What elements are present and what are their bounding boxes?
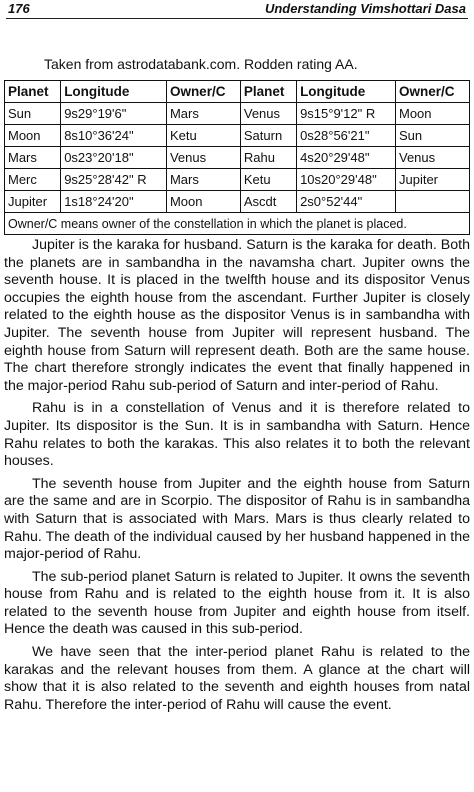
- column-header: Owner/C: [395, 81, 469, 103]
- page-number: 176: [8, 1, 30, 16]
- table-cell: Moon: [5, 125, 61, 147]
- table-cell: [395, 191, 469, 213]
- table-cell: Ketu: [240, 169, 296, 191]
- book-title: Understanding Vimshottari Dasa: [264, 1, 466, 16]
- table-cell: Saturn: [240, 125, 296, 147]
- table-cell: Jupiter: [5, 191, 61, 213]
- table-cell: 0s23°20'18": [61, 147, 167, 169]
- table-cell: 4s20°29'48": [297, 147, 396, 169]
- paragraph: The seventh house from Jupiter and the eighth house from Saturn are the same and are in Scorpio. The dispositor of Rahu is in sambandha with Saturn that is associated with Mars. Mars is thus clearly related to Rahu. The death of the individual caused by her husband happened in the major-period of Rahu.: [4, 475, 470, 563]
- column-header: Owner/C: [166, 81, 240, 103]
- table-cell: Jupiter: [395, 169, 469, 191]
- table-cell: 8s10°36'24": [61, 125, 167, 147]
- column-header: Longitude: [297, 81, 396, 103]
- table-cell: Moon: [395, 103, 469, 125]
- table-cell: 1s18°24'20": [61, 191, 167, 213]
- table-cell: 2s0°52'44": [297, 191, 396, 213]
- table-row: [5, 125, 470, 147]
- table-cell: 10s20°29'48": [297, 169, 396, 191]
- table-cell: Mars: [5, 147, 61, 169]
- table-cell: Ascdt: [240, 191, 296, 213]
- table-footnote-row: [5, 213, 470, 235]
- table-row: [5, 147, 470, 169]
- paragraph: Jupiter is the karaka for husband. Saturn is the karaka for death. Both the planets are in sambandha in the navamsha chart. Jupiter owns the seventh house. It is placed in the twelfth house and its dispositor Venus occupies the eighth house from the ascendant. Further Jupiter is closely related to the eighth house as the dispositor Venus is in sambandha with Jupiter. The seventh house from Jupiter will represent husband. The eighth house from Saturn will represent death. Both are the same house. The chart therefore strongly indicates the event that finally happened in the major-period Rahu sub-period of Saturn and inter-period of Rahu.: [4, 237, 470, 394]
- table-header-row: [5, 81, 470, 103]
- column-header: Planet: [5, 81, 61, 103]
- column-header: Longitude: [61, 81, 167, 103]
- table-cell: 9s15°9'12" R: [297, 103, 396, 125]
- paragraph: The sub-period planet Saturn is related to Jupiter. It owns the seventh house from Rahu and is related to the eighth house from it. It is also related to the seventh house from Jupiter and eighth house from itself. Hence the death was caused in this sub-period.: [4, 568, 470, 638]
- page-header: [6, 0, 468, 19]
- table-cell: Mars: [166, 103, 240, 125]
- source-note: Taken from astrodatabank.com. Rodden rating AA.: [44, 56, 358, 72]
- planet-positions-table: [4, 80, 470, 235]
- column-header: Planet: [240, 81, 296, 103]
- table-cell: Sun: [5, 103, 61, 125]
- table-cell: Merc: [5, 169, 61, 191]
- table-cell: Mars: [166, 169, 240, 191]
- table-cell: 0s28°56'21": [297, 125, 396, 147]
- table-cell: 9s25°28'42" R: [61, 169, 167, 191]
- table-row: [5, 169, 470, 191]
- table-row: [5, 191, 470, 213]
- paragraph: Rahu is in a constellation of Venus and it is therefore related to Jupiter. Its dispositor is the Sun. It is in sambandha with Saturn. Hence Rahu relates to both the karakas. This also relates it to both the relevant houses.: [4, 400, 470, 470]
- body-text: [4, 237, 470, 719]
- table-footnote: Owner/C means owner of the constellation in which the planet is placed.: [5, 213, 470, 235]
- paragraph: We have seen that the inter-period planet Rahu is related to the karakas and the relevant houses from them. A glance at the chart will show that it is also related to the seventh and eighth houses from natal Rahu. Therefore the inter-period of Rahu will cause the event.: [4, 644, 470, 713]
- table-cell: Venus: [240, 103, 296, 125]
- table-cell: Sun: [395, 125, 469, 147]
- table-cell: Rahu: [240, 147, 296, 169]
- table-cell: Venus: [395, 147, 469, 169]
- table-cell: Ketu: [166, 125, 240, 147]
- table-cell: Moon: [166, 191, 240, 213]
- table-cell: 9s29°19'6": [61, 103, 167, 125]
- table-cell: Venus: [166, 147, 240, 169]
- table-row: [5, 103, 470, 125]
